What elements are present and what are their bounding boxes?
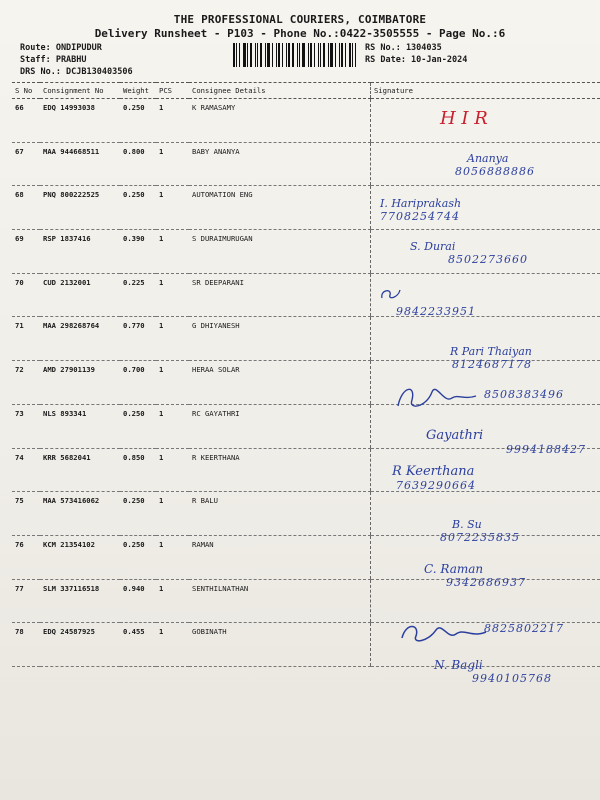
barcode-bar [292,43,294,67]
row-consignment: EDQ 14993038 [40,99,120,143]
barcode-bar [288,43,290,67]
barcode-bar [239,43,240,67]
table-row [12,361,600,405]
row-consignee: RAMAN [189,535,371,579]
barcode [233,43,360,67]
barcode-bar [335,43,336,67]
barcode-bar [276,43,277,67]
table-row [12,623,600,667]
row-consignment: PNQ 800222525 [40,186,120,230]
barcode-bar [265,43,266,67]
barcode-bar [352,43,353,67]
row-weight: 0.800 [120,142,156,186]
barcode-bar [278,43,280,67]
barcode-bar [299,43,300,67]
signature-74-name: R Keerthana [392,464,475,479]
signature-68-name: I. Hariprakash [380,197,462,210]
row-pcs: 1 [156,492,189,536]
barcode-bar [349,43,351,67]
row-weight: 0.770 [120,317,156,361]
row-weight: 0.250 [120,186,156,230]
row-pcs: 1 [156,99,189,143]
row-signature-cell [371,273,600,317]
col-header-pcs: PCS [156,83,189,99]
row-pcs: 1 [156,535,189,579]
signature-67-name: Ananya [467,152,509,165]
row-pcs: 1 [156,623,189,667]
barcode-bar [247,43,248,67]
row-consignee: AUTOMATION ENG [189,186,371,230]
row-pcs: 1 [156,361,189,405]
row-consignee: K RAMASAMY [189,99,371,143]
row-signature-cell [371,448,600,492]
row-sno: 75 [12,492,40,536]
row-consignment: KRR 5682041 [40,448,120,492]
signature-69-name: S. Durai [410,240,456,253]
barcode-bar [286,43,287,67]
barcode-bar [310,43,312,67]
row-consignment: MAA 298268764 [40,317,120,361]
table-row [12,99,600,143]
row-consignment: CUD 2132001 [40,273,120,317]
row-pcs: 1 [156,448,189,492]
row-pcs: 1 [156,186,189,230]
col-header-consignment: Consignment No [40,83,120,99]
drs-number: DRS No.: DCJB130403506 [20,67,133,77]
row-signature-cell [371,404,600,448]
signature-77-phone: 8825802217 [484,622,564,635]
barcode-bar [233,43,235,67]
signature-71-name: R Pari Thaiyan [450,345,532,358]
col-header-weight: Weight [120,83,156,99]
row-pcs: 1 [156,579,189,623]
row-sno: 69 [12,230,40,274]
row-signature-cell [371,317,600,361]
row-weight: 0.250 [120,404,156,448]
row-consignment: SLM 337116518 [40,579,120,623]
table-row [12,404,600,448]
row-consignee: RC GAYATHRI [189,404,371,448]
barcode-bar [302,43,305,67]
row-signature-cell [371,230,600,274]
row-consignee: R KEERTHANA [189,448,371,492]
signature-78-name: N. Bagli [434,658,483,672]
barcode-bar [308,43,309,67]
row-weight: 0.850 [120,448,156,492]
row-consignee: SR DEEPARANI [189,273,371,317]
table-row [12,579,600,623]
row-consignee: HERAA SOLAR [189,361,371,405]
row-sno: 78 [12,623,40,667]
barcode-bar [318,43,319,67]
barcode-bar [272,43,273,67]
row-signature-cell [371,142,600,186]
row-signature-cell [371,99,600,143]
barcode-bar [250,43,252,67]
page-subtitle: Delivery Runsheet - P103 - Phone No.:0422-3505555 - Page No.:6 [94,27,506,40]
row-sno: 77 [12,579,40,623]
barcode-bar [330,43,333,67]
page-title: THE PROFESSIONAL COURIERS, COIMBATORE [173,13,427,26]
row-consignment: AMD 27901139 [40,361,120,405]
row-sno: 72 [12,361,40,405]
row-consignment: EDQ 24587925 [40,623,120,667]
row-signature-cell [371,492,600,536]
col-header-signature: Signature [371,83,600,99]
table-row [12,317,600,361]
barcode-bar [320,43,321,67]
row-sno: 70 [12,273,40,317]
table-row [12,448,600,492]
signature-75-phone: 8072235835 [440,531,520,544]
row-weight: 0.390 [120,230,156,274]
signature-74-phone: 7639290664 [396,479,476,492]
signature-72-phone: 8508383496 [484,388,564,401]
row-weight: 0.940 [120,579,156,623]
row-weight: 0.455 [120,623,156,667]
table-row [12,492,600,536]
row-pcs: 1 [156,317,189,361]
signature-75-name: B. Su [452,518,482,531]
table-row [12,535,600,579]
row-consignment: KCM 21354102 [40,535,120,579]
row-consignee: SENTHILNATHAN [189,579,371,623]
signature-78-phone: 9940105768 [472,672,552,685]
row-sno: 66 [12,99,40,143]
row-weight: 0.700 [120,361,156,405]
barcode-bar [257,43,258,67]
barcode-bar [314,43,315,67]
col-header-sno: S No [12,83,40,99]
table-row [12,186,600,230]
barcode-bar [267,43,270,67]
signature-68-phone: 7708254744 [380,210,460,223]
row-sno: 76 [12,535,40,579]
row-consignee: BABY ANANYA [189,142,371,186]
table-row [12,273,600,317]
row-pcs: 1 [156,273,189,317]
barcode-bar [339,43,340,67]
row-consignment: NLS 893341 [40,404,120,448]
barcode-bar [243,43,246,67]
rs-date: RS Date: 10-Jan-2024 [365,55,468,65]
row-sno: 67 [12,142,40,186]
signature-76-name: C. Raman [424,562,484,576]
signature-66: H I R [440,108,488,129]
row-sno: 73 [12,404,40,448]
row-sno: 68 [12,186,40,230]
row-consignment: MAA 573416062 [40,492,120,536]
col-header-consignee: Consignee Details [189,83,371,99]
row-signature-cell [371,623,600,667]
row-signature-cell [371,535,600,579]
row-weight: 0.225 [120,273,156,317]
signature-70-phone: 9842233951 [396,305,476,318]
row-signature-cell [371,186,600,230]
row-consignment: MAA 944668511 [40,142,120,186]
signature-76-phone: 9342686937 [446,576,526,589]
signature-71-phone: 8124687178 [452,358,532,371]
barcode-bar [323,43,325,67]
row-weight: 0.250 [120,535,156,579]
barcode-bar [297,43,298,67]
barcode-bar [282,43,283,67]
route-label: Route: ONDIPUDUR [20,43,102,53]
row-signature-cell [371,361,600,405]
row-pcs: 1 [156,142,189,186]
row-signature-cell [371,579,600,623]
barcode-bar [355,43,356,67]
row-weight: 0.250 [120,99,156,143]
signature-67-phone: 8056888886 [455,165,535,178]
table-row [12,230,600,274]
table-row [12,142,600,186]
row-sno: 71 [12,317,40,361]
rs-number: RS No.: 1304035 [365,43,442,53]
barcode-bar [345,43,346,67]
barcode-bar [255,43,256,67]
signature-73-name: Gayathri [426,428,484,443]
row-pcs: 1 [156,404,189,448]
barcode-bar [328,43,329,67]
row-pcs: 1 [156,230,189,274]
row-consignee: S DURAIMURUGAN [189,230,371,274]
row-weight: 0.250 [120,492,156,536]
barcode-bar [341,43,343,67]
row-sno: 74 [12,448,40,492]
runsheet-table [12,82,600,667]
row-consignee: GOBINATH [189,623,371,667]
barcode-bar [260,43,262,67]
table-header-row [12,83,600,99]
row-consignee: G DHIYANESH [189,317,371,361]
signature-69-phone: 8502273660 [448,253,528,266]
row-consignee: R BALU [189,492,371,536]
signature-73-phone: 9994188427 [506,443,586,456]
barcode-bar [236,43,237,67]
staff-label: Staff: PRABHU [20,55,87,65]
row-consignment: RSP 1837416 [40,230,120,274]
